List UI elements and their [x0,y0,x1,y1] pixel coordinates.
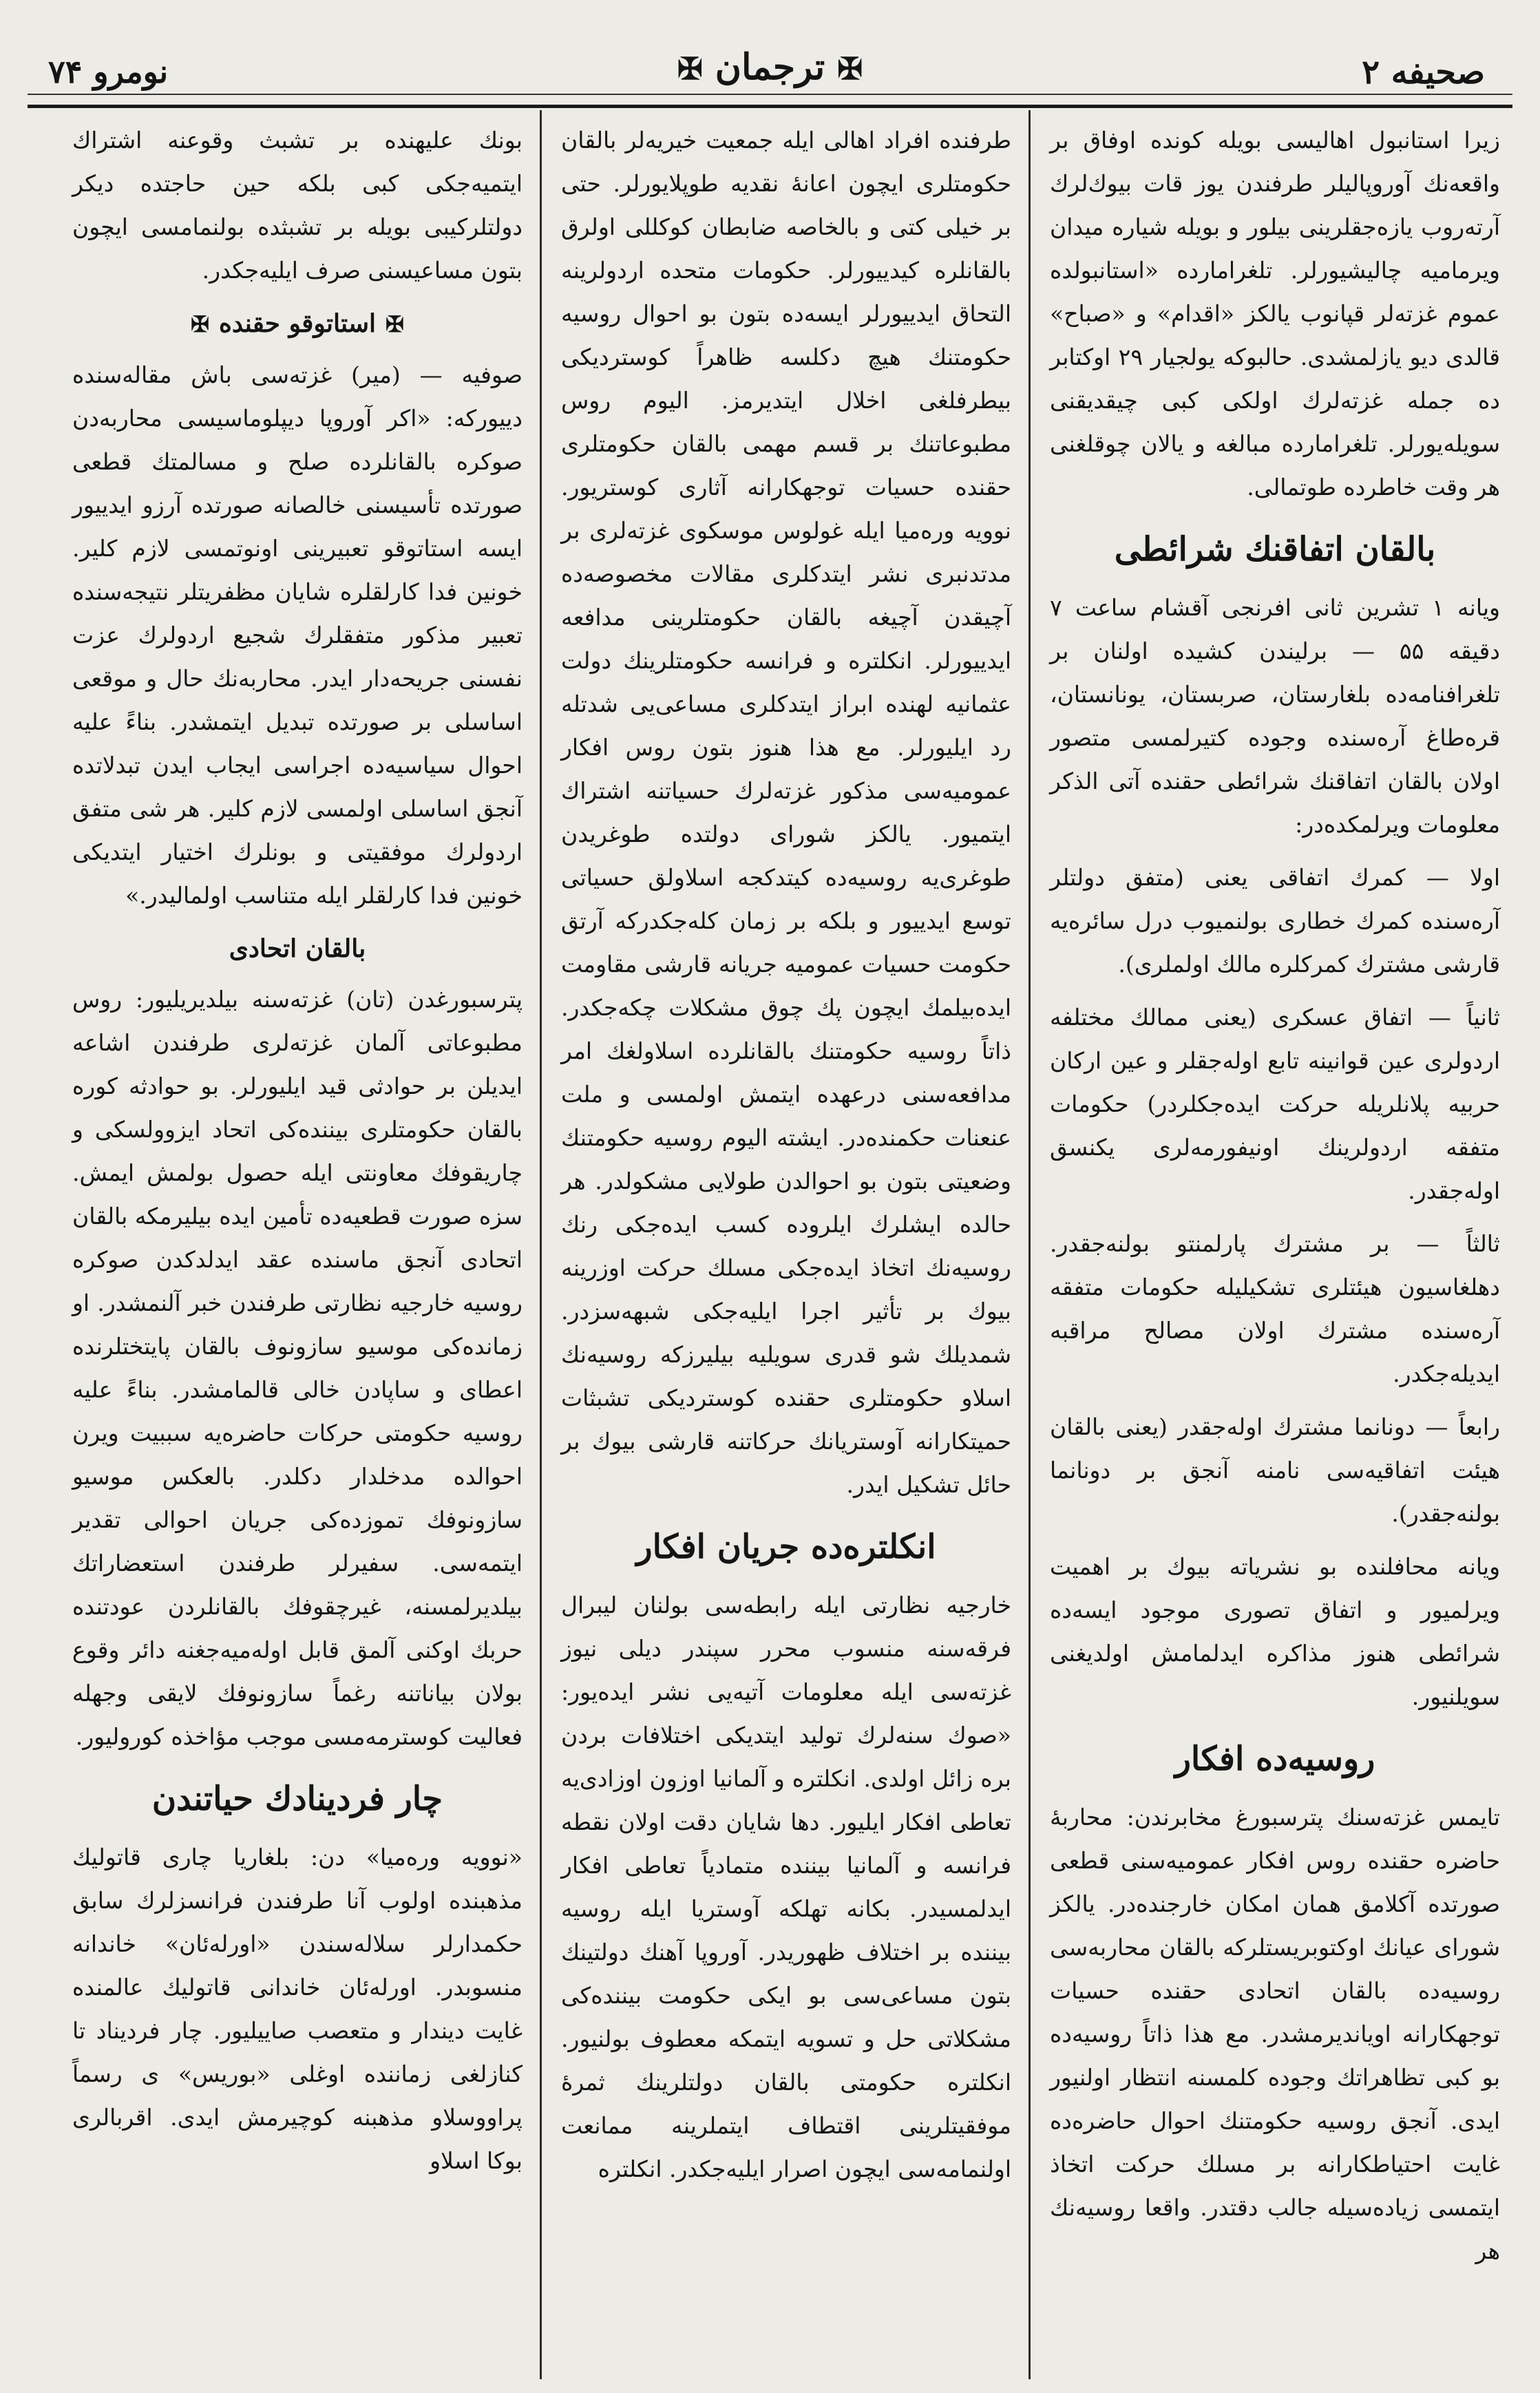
header-rule [28,94,1512,95]
status-quo-heading [72,304,523,344]
left-column [60,110,535,2379]
russian-press-paragraph: طرفنده افراد اهالی ایله جمعیت خیریه‌لر بالقان حکومتلری ایچون اعانهٔ نقدیه طوپلایورلر. حتی بر خیلی کتی و بالخاصه ضابطان کوکللی اولرق بالقانلره کیدییورلر. حکومات متحده اردولرینه التحاق ایدییورلر ایسه‌ده بتون بو احوال روسیه حکومتنك هیچ دکلسه ظاهراً کوستردیکی بیطرفلغی اخلال ایتدیرمز. الیوم روس مطبوعاتنك بر قسم مهمی بالقان حکومتلری حقنده حسیات توجهکارانه آثاری کوستریور. نوویه وره‌میا ایله غولوس موسکوی غزته‌لری بر مدتدنبری نشر ایتدکلری مقالات مخصوصه‌ده آچیقدن آچیغه بالقان حکومتلرینی مدافعه ایدییورلر. انکلتره و فرانسه حکومتلرینك دولت عثمانیه لهنده ابراز ایتدکلری مساعی‌یی شدتله رد ایلیورلر. مع هذا هنوز بتون روس افکار عمومیه‌سی مذکور غزته‌لرك حسیاتنه اشتراك ایتمیور. یالکز شورای دولتده طوغریدن طوغری‌یه روسیه‌ده کیتدکجه اسلاو‌لق حسیاتی توسع ایدییور و بلکه بر زمان کله‌جکدرکه آرتق حکومت حسیات عمومیه جریانه قارشی مقاومت ایده‌بیلمك ایچون پك چوق مشکلات چکه‌جکدر. ذاتاً روسیه حکومتنك بالقانلرده اسلاو‌لغك امر مدافعه‌سنی درعهده ایتمش اولمسی و ملت عنعنات حکمنده‌در. ایشته الیوم روسیه حکومتنك وضعیتی بتون بو احوالدن طولایی مشکولدر. هر حالده ایشلرك ایلروده کسب ایده‌جکی رنك روسیه‌نك اتخاذ ایده‌جکی مسلك حرکت اوزرینه بیوك بر تأثیر اجرا ایلیه‌جکی شبهه‌سزدر. شمدیلك شو قدری سویلیه بیلیرزکه روسیه‌نك اسلاو حکومتلری حقنده کوستردیکی تشبثات حمیتکارانه آوستریانك حرکاتنه قارشی بیوك بر حائل تشکیل ایدر. [561,127,1011,1498]
middle-column [549,110,1024,2379]
balkan-alliance-terms-heading: بالقان اتفاقنك شرائطی [1114,530,1436,569]
istanbul-news-paragraph: زیرا استانبول اهالیسی بویله کونده اوفاق بر واقعه‌نك آوروپالیلر طرفندن یوز قات بیوك‌لرك آرته‌روب یازه‌جقلرینی بیلور و بویله شیاره میدان ویرمامیه چالیشیورلر. تلغرامارده «استانبولده عموم غزته‌لر قپانوب یالکز «اقدام» و «صباح» قالدی دیو یازلمشدی. حالبوکه یولجیار ۲۹ اوکتابر ده جمله غزته‌لرك اولکی کبی چیقدیقنی سویله‌یورلر. تلغرامارده مبالغه و یالان چوقلغنی هر وقت خاطرده طوتمالی. [1050,127,1500,500]
article-columns [28,110,1512,2379]
ornament-icon: ✠ [837,52,863,87]
opinion-in-russia-heading: روسیه‌ده افکار [1174,1740,1375,1778]
opinion-in-russia-paragraph: تایمس غزته‌سنك پترسبورغ مخابرندن: محاربهٔ حاضره حقنده روس افکار عمومیه‌سنی قطعی صورتده آکلامق همان امکان خارجنده‌در. یالکز شورای عیانك اوکتوبریستلرکه بالقان محاربه‌سی روسیه‌ده بالقان اتحادی حقنده حسیات توجهکارانه اویاندیرمشدر. مع هذا ذاتاً روسیه‌ده بو کبی تظاهراتك وجوده کلمسنه انتظار اولنیور ایدی. آنجق روسیه حکومتنك احوال حاضره‌ده غایت احتیاطکارانه بر مسلك حرکت اتخاذ ایتمسی زیاده‌سیله جالب دقتدر. واقعا روسیه‌نك هر [1050,1804,1500,2264]
balkan-union-heading: بالقان اتحادی [229,934,366,963]
petersburg-temps-paragraph: پترسبورغدن (تان) غزته‌سنه بیلدیریلیور: روس مطبوعاتی آلمان غزته‌لری طرفندن اشاعه ایدیلن بر حوادثی قید ایلیورلر. بو حوادثه کوره بالقان حکومتلری بیننده‌کی اتحاد ایزوولسکی و چاریقوفك معاونتی ایله حصول بولمش ایمش. سزه صورت قطعیه‌ده تأمین ایده بیلیرمکه بالقان اتحادی آنجق ماسنده عقد ایدلدکدن صوکره روسیه خارجیه نظارتی طرفندن خبر آلنمشدر. او زمانده‌کی موسیو سازونوف بالقان پایتختلرنده اعطای و ساپادن خالی قالمامشدر. بناءً علیه روسیه حکومتی حرکات حاضره‌یه سببیت ویرن احوالده مدخلدار دکلدر. بالعکس موسیو سازونوفك تموزده‌کی جریان احوالی تقدیر ایتمه‌سی. سفیرلر طرفندن استعضاراتك بیلدیرلمسنه، غیرچقوفك بالقانلردن عودتنده حربك اوکنی آلمق قابل اوله‌میه‌جغنه دائر وقوع بولان بیاناتنه رغماً سازونوفك لایقی وجهله فعالیت کوسترمه‌مسی موجب مؤاخذه کورولیور. [72,986,523,1750]
column-divider [540,110,542,2379]
ornament-icon: ✠ [191,311,209,337]
masthead [665,46,875,88]
term-military-paragraph: ثانیاً — اتفاق عسکری (یعنی ممالك مختلفه اردولری عین قوانینه تابع اوله‌جقلر و عین ارکان حربیه پلانلریله حرکت ایده‌جکلردر) حکومات متفقه اردولرینك اونیفورمه‌لری یکنسق اوله‌جقدر. [1050,1004,1500,1204]
vienna-circles-paragraph: ویانه محافلنده بو نشریاته بیوك بر اهمیت ویرلمیور و اتفاق تصوری موجود ایسه‌ده شرائطی هنوز مذاکره ایدلمامش اولدیغنی سویلنیور. [1050,1553,1500,1710]
masthead-title: ترجمان [715,46,825,88]
ornament-icon: ✠ [677,52,703,87]
status-quo-heading-text: استاتوقو حقنده [218,309,377,338]
page-number: صحیفه ۲ [1362,53,1485,92]
novoye-vremya-paragraph: «نوویه وره‌میا» دن: بلغاریا چاری قاتولیك مذهبنده اولوب آنا طرفندن فرانسزلرك سابق حکمدارلر سلاله‌سندن «اورله‌ئان» خاندانه منسوبدر. اورله‌ئان خاندانی قاتولیك عالمنده غایت دیندار و متعصب صاییلیور. چار فردیناد تا کنازلغی زماننده اوغلی «بوریس» ی رسماً پراووسلاو مذهبنه کوچیرمش ایدی. اقربالری بوکا اسلاو [72,1844,523,2174]
ornament-icon: ✠ [386,311,404,337]
tsar-ferdinand-heading: چار فردینادك حیاتندن [151,1780,443,1818]
term-parliament-paragraph: ثالثاً — بر مشترك پارلمنتو بولنه‌جقدر. دهلغاسیون هیئتلری تشکیلیله حکومات متفقه آره‌سنده مشترك اولان مصالح مراقبه ایدیله‌جکدر. [1050,1230,1500,1387]
term-navy-paragraph: رابعاً — دونانما مشترك اوله‌جقدر (یعنی بالقان هیئت اتفاقیه‌سی نامنه آنجق بر دونانما بولنه‌جقدر). [1050,1413,1500,1527]
column-divider [1029,110,1031,2379]
right-column [1037,110,1512,2379]
term-customs-paragraph: اولا — کمرك اتفاقی یعنی (متفق دولتلر آره‌سنده کمرك خطاری بولنمیوب درل سائره‌یه قارشی مشترك کمرکلره مالك اولملری). [1050,864,1500,978]
continuation-paragraph: بونك علیهنده بر تشبث وقوعنه اشتراك ایتمیه‌جکی کبی بلکه حین حاجتده دیکر دولتلرکیبی بویله بر تشبثده بولنمامسی ایچون بتون مساعیسنی صرف ایلیه‌جکدر. [72,127,523,284]
england-opinion-paragraph: خارجیه نظارتی ایله رابطه‌سی بولنان لیبرال فرقه‌سنه منسوب محرر سپندر دیلی نیوز غزته‌سی ایله معلومات آتیه‌یی نشر ایده‌یور: «صوك سنه‌لرك تولید ایتدیکی اختلافات بردن بره زائل اولدی. انکلتره و آلمانیا اوزون اوزادی‌یه تعاطی افکار ایلیور. دها شایان دقت اولان نقطه فرانسه و آلمانیا بیننده متمادیاً تعاطی افکار ایدلمسیدر. بکانه تهلکه آوستریا ایله روسیه بیننده بر اختلاف ظهوریدر. آوروپا آهنك دولتینك بتون مساعی‌سی بو ایکی حکومت بیننده‌کی مشکلاتی حل و تسویه ایتمکه معطوف بولنیور. انکلتره حکومتی بالقان دولتلرینك ثمرهٔ موفقیتلرینی اقتطاف ایتملرینه ممانعت اولنمامه‌سی ایچون اصرار ایلیه‌جکدر. انکلتره [561,1592,1011,2182]
issue-number: نومرو ۷۴ [48,53,169,90]
page-header [28,15,1512,108]
england-opinion-heading: انکلتره‌ده جریان افکار [636,1528,936,1566]
sofia-mir-paragraph: صوفیه — (میر) غزته‌سی باش مقاله‌سنده دییورکه: «اکر آوروپا دیپلوماسیسی محاربه‌دن صوکره بالقانلرده صلح و مسالمتك قطعی صورتده تأسیسنی خالصانه صورتده آرزو ایدییور ایسه استاتوقو تعبیرینی اونوتمسی لازم کلیر. خونین فدا کارلقلره شایان مظفریتلر نتیجه‌سنده تعبیر مذکور متفقلرك شجیع اردولرك عزت نفسنی جریحه‌دار ایدر. محاربه‌نك حال و موقعی اساسلی بر صورتده تبدیل ایتمشدر. بناءً علیه احوال سیاسیه‌ده اجراسی ایجاب ایدن تبدلاتده آنجق اساسلی اولمسی لازم کلیر. هر شی متفق اردولرك موفقیتی و بونلرك اختیار ایتدیکی خونین فدا کارلقلر ایله متناسب اولمالیدر.» [72,361,523,909]
vienna-dispatch-paragraph: ویانه ۱ تشرین ثانی افرنجی آقشام ساعت ۷ دقیقه ۵۵ — برلیندن کشیده اولنان بر تلغرافنامه‌ده بلغارستان، صربستان، یونانستان، قره‌طاغ آره‌سنده وجوده کتیرلمسی متصور اولان بالقان اتفاقنك شرائطی حقنده آتی الذکر معلومات ویرلمکده‌در: [1050,594,1500,838]
